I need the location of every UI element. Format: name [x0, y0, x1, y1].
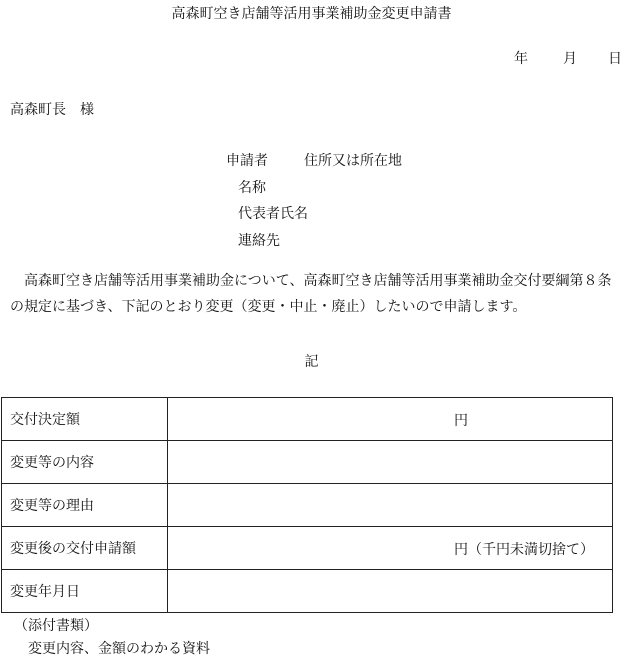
row-label-new-amount: 変更後の交付申請額 — [2, 527, 168, 570]
change-reason-cell[interactable] — [168, 484, 613, 527]
table-row — [2, 527, 613, 570]
table-row — [2, 570, 613, 613]
date-day: 日 — [608, 51, 622, 67]
applicant-contact-label: 連絡先 — [238, 233, 280, 249]
table-row — [2, 484, 613, 527]
date-month: 月 — [563, 51, 577, 67]
document-title: 高森町空き店舗等活用事業補助金変更申請書 — [171, 6, 452, 22]
row-label-change-reason: 変更等の理由 — [2, 484, 168, 527]
date-year: 年 — [514, 51, 528, 67]
applicant-label: 申請者 — [226, 153, 268, 169]
row-label-decision-amount: 交付決定額 — [2, 398, 168, 441]
table-row — [2, 398, 613, 441]
new-amount-cell[interactable] — [168, 527, 613, 570]
application-table — [1, 397, 613, 613]
addressee: 高森町長 様 — [10, 102, 94, 118]
ki-heading: 記 — [304, 354, 319, 370]
decision-amount-cell[interactable] — [168, 398, 613, 441]
yen-unit: 円 — [454, 413, 468, 429]
applicant-address-label: 住所又は所在地 — [304, 153, 402, 169]
change-date-cell[interactable] — [168, 570, 613, 613]
body-paragraph: 高森町空き店舗等活用事業補助金について、高森町空き店舗等活用事業補助金交付要綱第８条の規定に基づき、下記のとおり変更（変更・中止・廃止）したいので申請します。 — [10, 273, 612, 315]
attachment-item: 変更内容、金額のわかる資料 — [28, 641, 210, 657]
row-label-change-date: 変更年月日 — [2, 570, 168, 613]
applicant-representative-label: 代表者氏名 — [238, 206, 308, 222]
attachments-heading: （添付書類） — [14, 618, 98, 634]
applicant-name-label: 名称 — [238, 180, 266, 196]
row-label-change-content: 変更等の内容 — [2, 441, 168, 484]
change-content-cell[interactable] — [168, 441, 613, 484]
yen-unit-note: 円（千円未満切捨て） — [454, 542, 594, 558]
table-row — [2, 441, 613, 484]
